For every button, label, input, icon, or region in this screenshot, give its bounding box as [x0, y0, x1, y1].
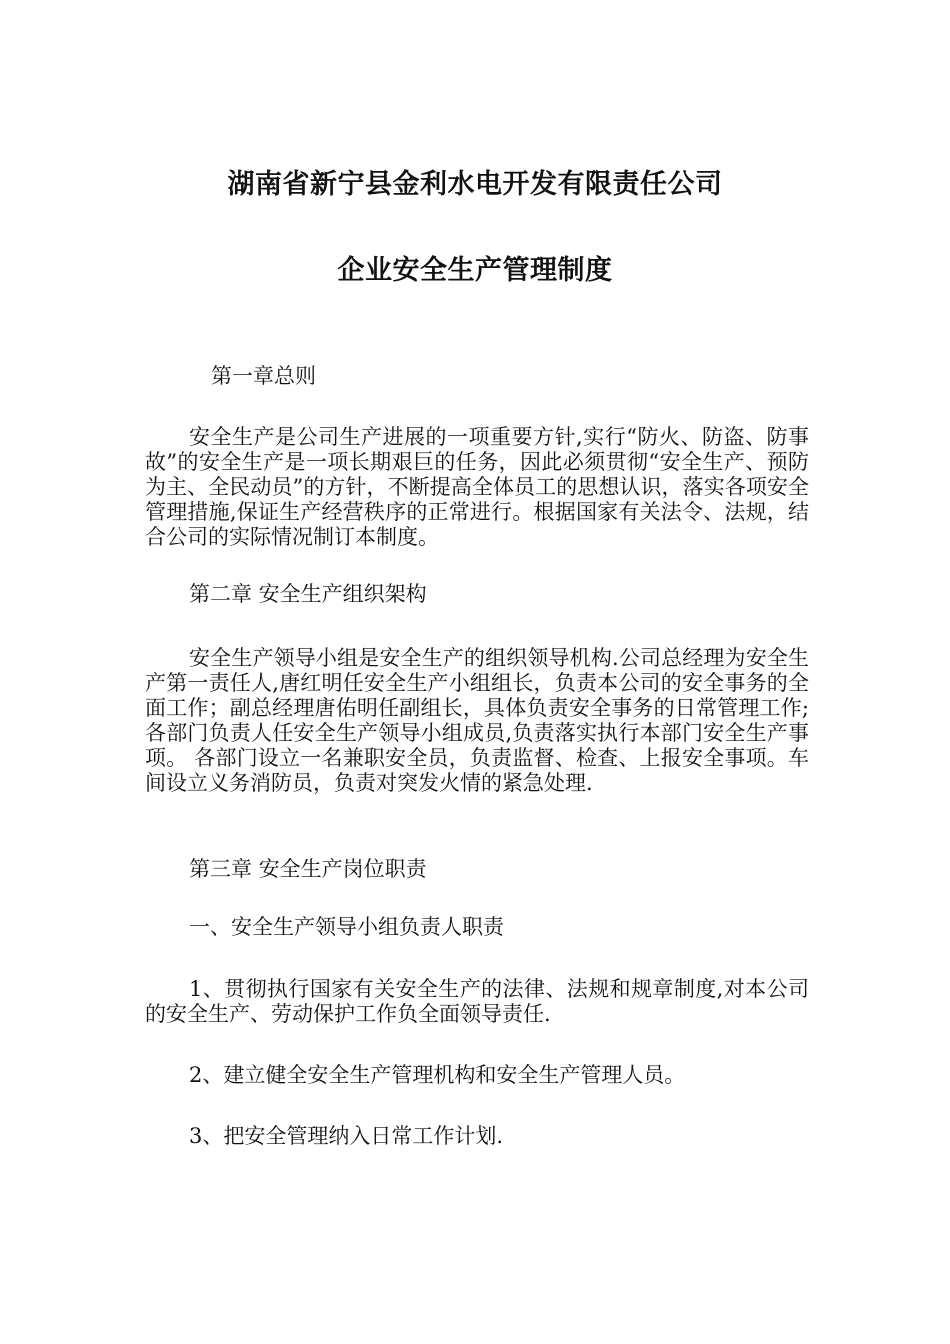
- chapter2-paragraph: 安全生产领导小组是安全生产的组织领导机构.公司总经理为安全生产第一责任人,唐红明任安全生产小组组长，负责本公司的安全事务的全面工作；副总经理唐佑明任副组长，具体负责安全事务的日常管理工作;各部门负责人任安全生产领导小组成员,负责落实执行本部门安全生产事项。 各部门设立一名兼职安全员，负责监督、检查、上报安全事项。车间设立义务消防员，负责对突发火情的紧急处理.: [145, 646, 809, 795]
- chapter2-heading: 第二章 安全生产组织架构: [189, 582, 427, 606]
- chapter3-heading: 第三章 安全生产岗位职责: [189, 857, 427, 881]
- section1-heading: 一、安全生产领导小组负责人职责: [189, 915, 504, 939]
- company-title: 湖南省新宁县金利水电开发有限责任公司: [227, 169, 723, 200]
- duty-item-3: 3、把安全管理纳入日常工作计划.: [189, 1124, 504, 1148]
- duty-item-2: 2、建立健全安全生产管理机构和安全生产管理人员。: [189, 1063, 686, 1087]
- duty-item-1: 1、贯彻执行国家有关安全生产的法律、法规和规章制度,对本公司的安全生产、劳动保护工作负全面领导责任.: [145, 977, 809, 1026]
- document-title: 企业安全生产管理制度: [337, 255, 613, 286]
- chapter1-paragraph: 安全生产是公司生产进展的一项重要方针,实行“防火、防盗、防事故”的安全生产是一项长期艰巨的任务，因此必须贯彻“安全生产、预防为主、全民动员”的方针，不断提高全体员工的思想认识，落实各项安全管理措施,保证生产经营秩序的正常进行。根据国家有关法令、法规，结合公司的实际情况制订本制度。: [145, 425, 809, 549]
- chapter1-heading: 第一章总则: [211, 364, 316, 388]
